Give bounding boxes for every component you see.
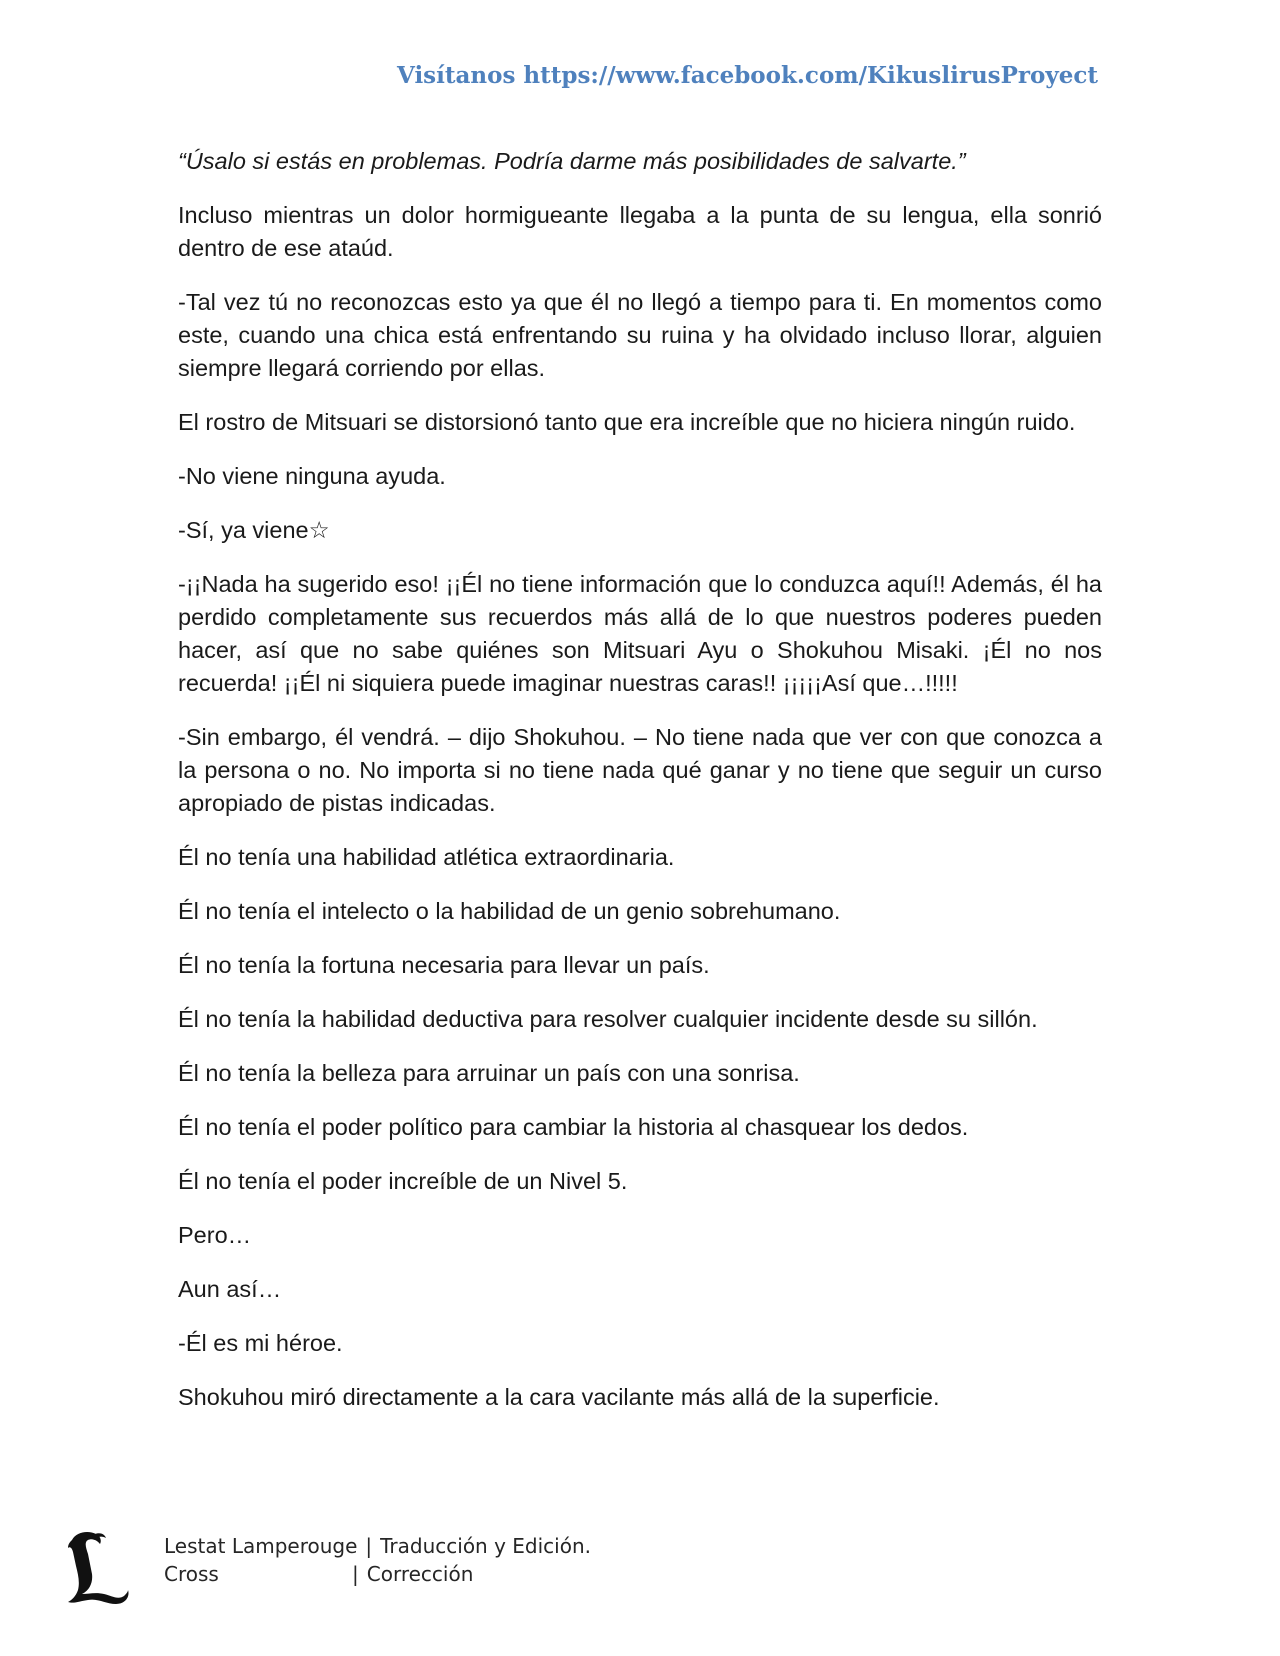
credit-name: Lestat Lamperouge — [164, 1534, 358, 1558]
paragraph: El rostro de Mitsuari se distorsionó tanto que era increíble que no hiciera ningún ruido. — [178, 409, 1076, 435]
header-link[interactable]: Visítanos https://www.facebook.com/KikuslirusProyect — [397, 62, 1098, 89]
credits — [164, 1532, 591, 1588]
paragraph: -Sí, ya viene☆ — [178, 517, 330, 543]
paragraph: Él no tenía la fortuna necesaria para llevar un país. — [178, 952, 710, 978]
credit-separator: | — [365, 1534, 373, 1558]
paragraph: “Úsalo si estás en problemas. Podría darme más posibilidades de salvarte.” — [178, 148, 966, 174]
gothic-letter-l-logo-icon — [66, 1530, 130, 1606]
paragraph: Él no tenía el poder político para cambiar la historia al chasquear los dedos. — [178, 1114, 969, 1140]
page-body — [178, 145, 1102, 1435]
credit-role: Corrección — [366, 1562, 474, 1586]
paragraph: Pero… — [178, 1222, 252, 1248]
credit-row — [164, 1560, 591, 1588]
credit-separator: | — [352, 1562, 359, 1586]
credit-role: Traducción y Edición. — [380, 1534, 591, 1558]
footer — [66, 1530, 766, 1610]
paragraph: Incluso mientras un dolor hormigueante llegaba a la punta de su lengua, ella sonrió dentro de ese ataúd. — [178, 202, 1102, 261]
paragraph: -Tal vez tú no reconozcas esto ya que él no llegó a tiempo para ti. En momentos como este, cuando una chica está enfrentando su ruina y ha olvidado incluso llorar, alguien siempre llegará corriendo por ellas. — [178, 289, 1102, 381]
paragraph: Él no tenía una habilidad atlética extraordinaria. — [178, 844, 675, 870]
paragraph: Él no tenía el intelecto o la habilidad de un genio sobrehumano. — [178, 898, 841, 924]
paragraph: -¡¡Nada ha sugerido eso! ¡¡Él no tiene información que lo conduzca aquí!! Además, él ha perdido completamente sus recuerdos más allá de lo que nuestros poderes pueden hacer, así que no sabe quiénes son Mitsuari Ayu o Shokuhou Misaki. ¡Él no nos recuerda! ¡¡Él ni siquiera puede imaginar nuestras caras!! ¡¡¡¡¡Así que…!!!!! — [178, 571, 1102, 696]
paragraph: -Sin embargo, él vendrá. – dijo Shokuhou. – No tiene nada que ver con que conozca a la persona o no. No importa si no tiene nada qué ganar y no tiene que seguir un curso apropiado de pistas indicadas. — [178, 724, 1102, 816]
paragraph: Aun así… — [178, 1276, 282, 1302]
paragraph: Shokuhou miró directamente a la cara vacilante más allá de la superficie. — [178, 1384, 940, 1410]
paragraph: Él no tenía la habilidad deductiva para resolver cualquier incidente desde su sillón. — [178, 1006, 1038, 1032]
paragraph: Él no tenía el poder increíble de un Nivel 5. — [178, 1168, 628, 1194]
paragraph: -No viene ninguna ayuda. — [178, 463, 446, 489]
paragraph: Él no tenía la belleza para arruinar un país con una sonrisa. — [178, 1060, 800, 1086]
paragraph: -Él es mi héroe. — [178, 1330, 343, 1356]
credit-row — [164, 1532, 591, 1560]
credit-name: Cross — [164, 1562, 219, 1586]
